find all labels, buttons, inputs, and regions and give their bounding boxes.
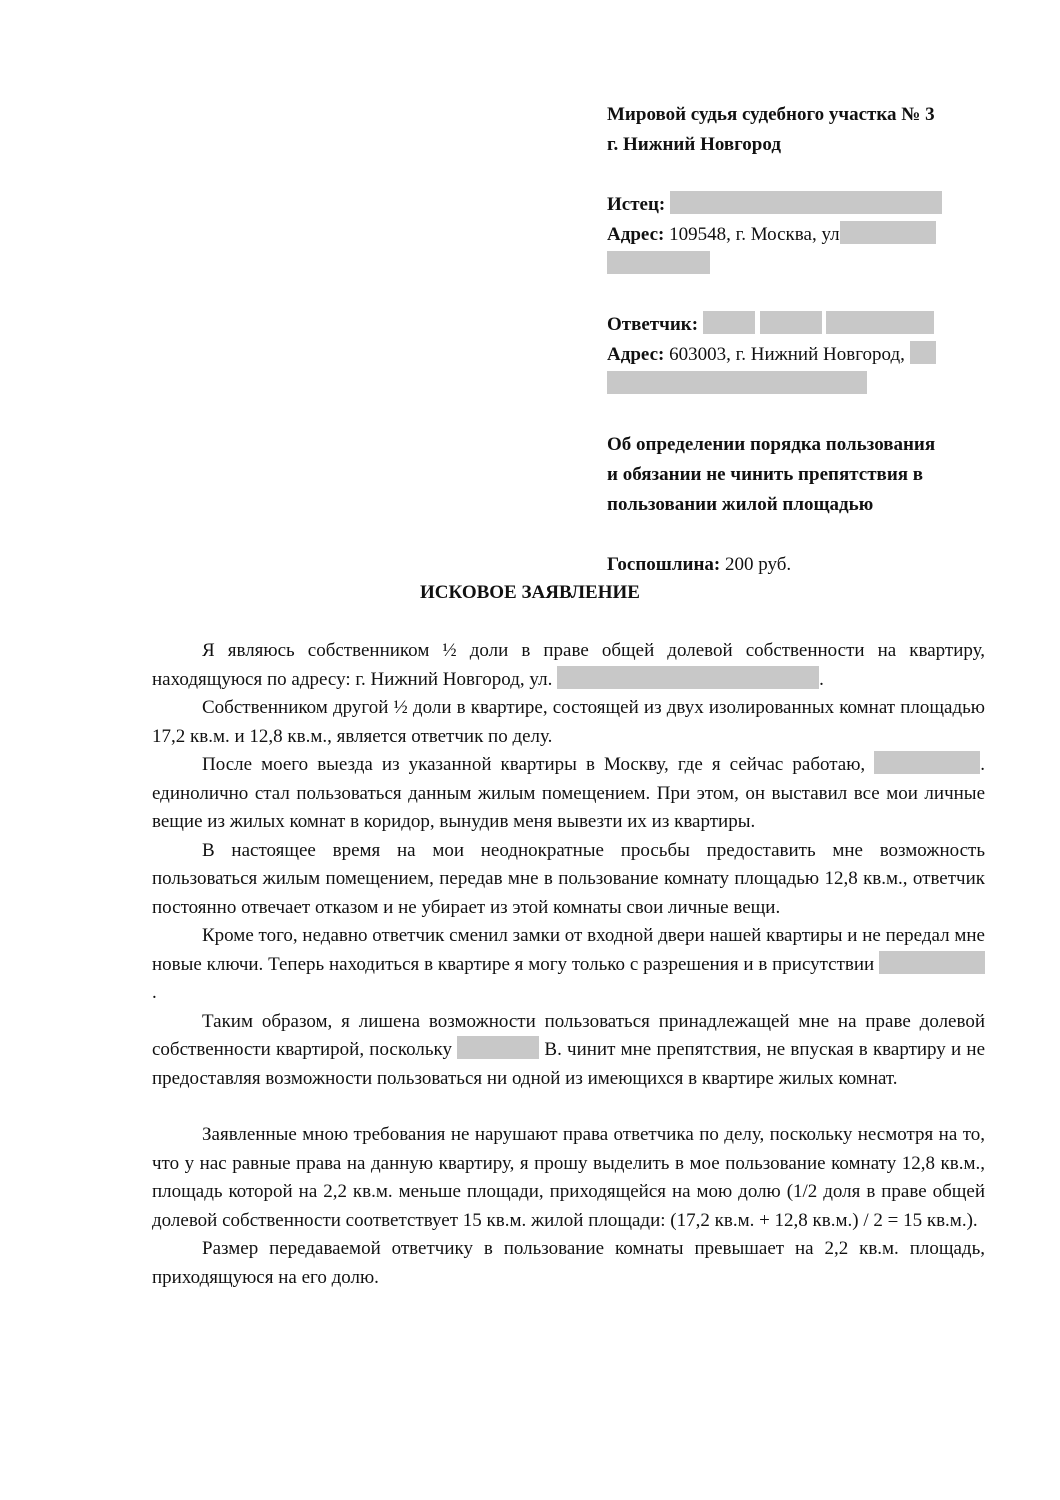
redacted-plaintiff-address-rest [607, 251, 710, 274]
defendant-address: 603003, г. Нижний Новгород, [664, 344, 905, 365]
defendant-line [607, 310, 1007, 340]
plaintiff-label: Истец: [607, 194, 666, 215]
redacted-defendant-address-rest [607, 371, 867, 394]
document-title: ИСКОВОЕ ЗАЯВЛЕНИЕ [420, 582, 640, 603]
defendant-address-line [607, 340, 1007, 370]
paragraph-8: Размер передаваемой ответчику в пользование комнаты превышает на 2,2 кв.м. площадь, приходящуюся на его долю. [152, 1238, 985, 1288]
redacted-street [557, 666, 819, 689]
court-line-1: Мировой судья судебного участка № 3 [607, 104, 935, 125]
redacted-defendant-ref-1 [874, 751, 980, 774]
redacted-defendant-patronymic [826, 311, 934, 334]
fee-line [607, 550, 1007, 580]
defendant-address-label: Адрес: [607, 344, 665, 365]
paragraph-5: Кроме того, недавно ответчик сменил замки от входной двери нашей квартиры и не передал мне новые ключи. Теперь находиться в квартире я могу только с разрешения и в присутствии . [152, 925, 985, 1003]
document-header [607, 100, 1007, 580]
plaintiff-address-line [607, 220, 1007, 250]
plaintiff-address-label: Адрес: [607, 224, 665, 245]
defendant-address-line-2 [607, 370, 1007, 400]
plaintiff-address: 109548, г. Москва, ул [664, 224, 840, 245]
paragraph-1: Я являюсь собственником ½ доли в праве общей долевой собственности на квартиру, находящуюся по адресу: г. Нижний Новгород, ул. . [152, 640, 985, 690]
redacted-defendant-name [760, 311, 822, 334]
paragraph-2: Собственником другой ½ доли в квартире, состоящей из двух изолированных комнат площадью 17,2 кв.м. и 12,8 кв.м., является ответчик по делу. [152, 697, 985, 747]
paragraph-6: Таким образом, я лишена возможности пользоваться принадлежащей мне на праве долевой собственности квартирой, поскольку В. чинит мне препятствия, не впуская в квартиру и не предоставляя возможности пользоваться ни одной из имеющихся в квартире жилых комнат. [152, 1010, 985, 1089]
subject-line-3: пользовании жилой площадью [607, 494, 874, 515]
redacted-defendant-street [910, 341, 936, 364]
defendant-label: Ответчик: [607, 314, 699, 335]
paragraph-4: В настоящее время на мои неоднократные просьбы предоставить мне возможность пользоваться жилым помещением, передав мне в пользование комнату площадью 12,8 кв.м., ответчик постоянно отвечает отказом и не убирает из этой комнаты свои личные вещи. [152, 839, 985, 918]
subject-line-2: и обязании не чинить препятствия в [607, 464, 924, 485]
plaintiff-line [607, 190, 1007, 220]
redacted-defendant-ref-2 [879, 951, 985, 974]
plaintiff-address-line-2 [607, 250, 1007, 280]
document-body [152, 637, 985, 1292]
court-line-2: г. Нижний Новгород [607, 134, 781, 155]
fee-label: Госпошлина: [607, 554, 721, 575]
redacted-defendant-ref-3 [457, 1036, 539, 1059]
paragraph-3: После моего выезда из указанной квартиры в Москву, где я сейчас работаю, . единолично стал пользоваться данным жилым помещением. При этом, он выставил все мои личные вещие из жилых комнат в коридор, вынудив меня вывезти их из квартиры. [152, 751, 985, 837]
paragraph-7: Заявленные мною требования не нарушают права ответчика по делу, поскольку несмотря на то, что у нас равные права на данную квартиру, я прошу выделить в мое пользование комнату 12,8 кв.м., площадь которой на 2,2 кв.м. меньше площади, приходящейся на мою долю (1/2 доля в праве общей долевой собственности соответствует 15 кв.м. жилой площади: (17,2 кв.м. + 12,8 кв.м.) / 2 = 15 кв.м.). [152, 1124, 985, 1231]
fee-value: 200 руб. [720, 554, 792, 575]
subject-line-1: Об определении порядка пользования [607, 434, 936, 455]
redacted-plaintiff-street [840, 221, 936, 244]
redacted-plaintiff-name [670, 191, 942, 214]
redacted-defendant-surname [703, 311, 755, 334]
